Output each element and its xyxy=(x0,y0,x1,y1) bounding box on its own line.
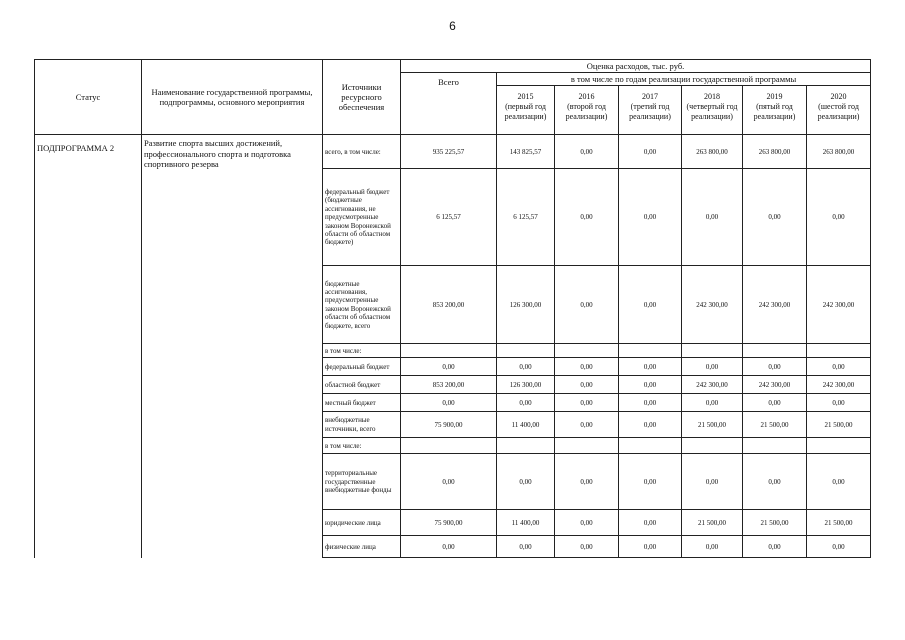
value-year: 242 300,00 xyxy=(682,376,743,394)
value-year xyxy=(619,438,682,454)
header-year-2015 xyxy=(497,86,555,135)
value-year: 263 800,00 xyxy=(743,135,807,169)
value-year: 0,00 xyxy=(682,536,743,558)
year-note: (второй год реализации) xyxy=(565,101,608,121)
value-year: 0,00 xyxy=(555,394,619,412)
funding-source: бюджетные ассигнования, предусмотренные законом Воронежской области об областном бюджете, всего xyxy=(323,266,401,344)
value-year: 242 300,00 xyxy=(807,376,871,394)
year-label: 2015 xyxy=(517,92,534,102)
value-year: 11 400,00 xyxy=(497,510,555,536)
value-year: 0,00 xyxy=(807,358,871,376)
value-year: 0,00 xyxy=(619,169,682,266)
value-year: 126 300,00 xyxy=(497,266,555,344)
value-year: 0,00 xyxy=(807,169,871,266)
value-year xyxy=(807,438,871,454)
value-year: 0,00 xyxy=(555,358,619,376)
value-total: 0,00 xyxy=(401,536,497,558)
subprogram-status: ПОДПРОГРАММА 2 xyxy=(35,135,142,558)
value-total xyxy=(401,438,497,454)
value-year: 21 500,00 xyxy=(743,510,807,536)
funding-source: местный бюджет xyxy=(323,394,401,412)
funding-source: физические лица xyxy=(323,536,401,558)
budget-table xyxy=(34,59,871,558)
value-year: 0,00 xyxy=(743,169,807,266)
page-number: 6 xyxy=(449,19,456,33)
value-year: 0,00 xyxy=(555,266,619,344)
year-note: (четвертый год реализации) xyxy=(686,101,738,121)
value-year: 21 500,00 xyxy=(682,510,743,536)
value-year: 0,00 xyxy=(619,376,682,394)
value-total xyxy=(401,344,497,358)
value-year: 242 300,00 xyxy=(743,376,807,394)
value-year: 0,00 xyxy=(497,394,555,412)
value-year: 0,00 xyxy=(682,454,743,510)
value-year: 0,00 xyxy=(619,135,682,169)
year-label: 2020 xyxy=(830,92,847,102)
value-year: 0,00 xyxy=(807,454,871,510)
header-total: Всего xyxy=(401,73,497,135)
value-year: 143 825,57 xyxy=(497,135,555,169)
value-total: 853 200,00 xyxy=(401,266,497,344)
year-note: (шестой год реализации) xyxy=(817,101,860,121)
value-year: 0,00 xyxy=(497,358,555,376)
value-total: 0,00 xyxy=(401,358,497,376)
value-year: 0,00 xyxy=(743,454,807,510)
value-year: 0,00 xyxy=(619,266,682,344)
value-year: 0,00 xyxy=(555,376,619,394)
value-year: 0,00 xyxy=(555,412,619,438)
year-note: (первый год реализации) xyxy=(504,101,547,121)
value-year xyxy=(555,438,619,454)
table-row xyxy=(35,135,871,169)
value-year: 0,00 xyxy=(555,536,619,558)
year-label: 2017 xyxy=(642,92,658,102)
header-cost-estimate: Оценка расходов, тыс. руб. xyxy=(401,60,871,73)
value-year: 242 300,00 xyxy=(682,266,743,344)
value-total: 0,00 xyxy=(401,394,497,412)
value-year xyxy=(682,344,743,358)
value-year: 242 300,00 xyxy=(807,266,871,344)
value-year: 0,00 xyxy=(619,358,682,376)
value-total: 0,00 xyxy=(401,454,497,510)
value-total: 935 225,57 xyxy=(401,135,497,169)
value-total: 6 125,57 xyxy=(401,169,497,266)
header-sources: Источники ресурсного обеспечения xyxy=(323,60,401,135)
value-year: 0,00 xyxy=(497,454,555,510)
year-note: (третий год реализации) xyxy=(629,101,671,121)
value-total: 75 900,00 xyxy=(401,412,497,438)
value-year: 0,00 xyxy=(619,454,682,510)
value-year: 0,00 xyxy=(555,510,619,536)
funding-source: федеральный бюджет xyxy=(323,358,401,376)
funding-source: в том числе: xyxy=(323,438,401,454)
value-year xyxy=(497,344,555,358)
header-year-2016 xyxy=(555,86,619,135)
value-year: 0,00 xyxy=(807,536,871,558)
value-year: 0,00 xyxy=(682,358,743,376)
value-year: 263 800,00 xyxy=(682,135,743,169)
header-year-2017 xyxy=(619,86,682,135)
value-year: 242 300,00 xyxy=(743,266,807,344)
value-year: 0,00 xyxy=(619,394,682,412)
value-year xyxy=(682,438,743,454)
funding-source: юридические лица xyxy=(323,510,401,536)
header-year-2019 xyxy=(743,86,807,135)
value-year: 0,00 xyxy=(555,135,619,169)
value-total: 75 900,00 xyxy=(401,510,497,536)
value-year: 21 500,00 xyxy=(743,412,807,438)
value-year: 263 800,00 xyxy=(807,135,871,169)
value-year: 6 125,57 xyxy=(497,169,555,266)
header-program-name: Наименование государственной программы, подпрограммы, основного мероприятия xyxy=(142,60,323,135)
value-year xyxy=(743,438,807,454)
value-year: 0,00 xyxy=(682,169,743,266)
value-year: 0,00 xyxy=(619,536,682,558)
value-year xyxy=(619,344,682,358)
funding-source: в том числе: xyxy=(323,344,401,358)
header-by-years: в том числе по годам реализации государственной программы xyxy=(497,73,871,86)
header-status: Статус xyxy=(35,60,142,135)
value-year: 0,00 xyxy=(619,412,682,438)
funding-source: территориальные государственные внебюджетные фонды xyxy=(323,454,401,510)
funding-source: областной бюджет xyxy=(323,376,401,394)
funding-source: внебюджетные источники, всего xyxy=(323,412,401,438)
subprogram-name: Развитие спорта высших достижений, профессионального спорта и подготовка спортивного резерва xyxy=(142,135,323,558)
year-label: 2018 xyxy=(704,92,720,102)
value-year: 0,00 xyxy=(807,394,871,412)
value-year: 11 400,00 xyxy=(497,412,555,438)
year-label: 2016 xyxy=(578,92,595,102)
value-year xyxy=(743,344,807,358)
value-year: 0,00 xyxy=(743,394,807,412)
value-total: 853 200,00 xyxy=(401,376,497,394)
header-year-2020 xyxy=(807,86,871,135)
value-year: 0,00 xyxy=(497,536,555,558)
value-year: 21 500,00 xyxy=(682,412,743,438)
value-year xyxy=(807,344,871,358)
value-year xyxy=(497,438,555,454)
value-year: 21 500,00 xyxy=(807,510,871,536)
value-year: 126 300,00 xyxy=(497,376,555,394)
value-year xyxy=(555,344,619,358)
value-year: 0,00 xyxy=(555,454,619,510)
value-year: 0,00 xyxy=(743,358,807,376)
funding-source: федеральный бюджет (бюджетные ассигнования, не предусмотренные законом Воронежской области об областном бюджете) xyxy=(323,169,401,266)
year-label: 2019 xyxy=(766,92,783,102)
value-year: 0,00 xyxy=(555,169,619,266)
year-note: (пятый год реализации) xyxy=(753,101,796,121)
value-year: 0,00 xyxy=(619,510,682,536)
value-year: 21 500,00 xyxy=(807,412,871,438)
header-year-2018 xyxy=(682,86,743,135)
value-year: 0,00 xyxy=(743,536,807,558)
value-year: 0,00 xyxy=(682,394,743,412)
funding-source: всего, в том числе: xyxy=(323,135,401,169)
